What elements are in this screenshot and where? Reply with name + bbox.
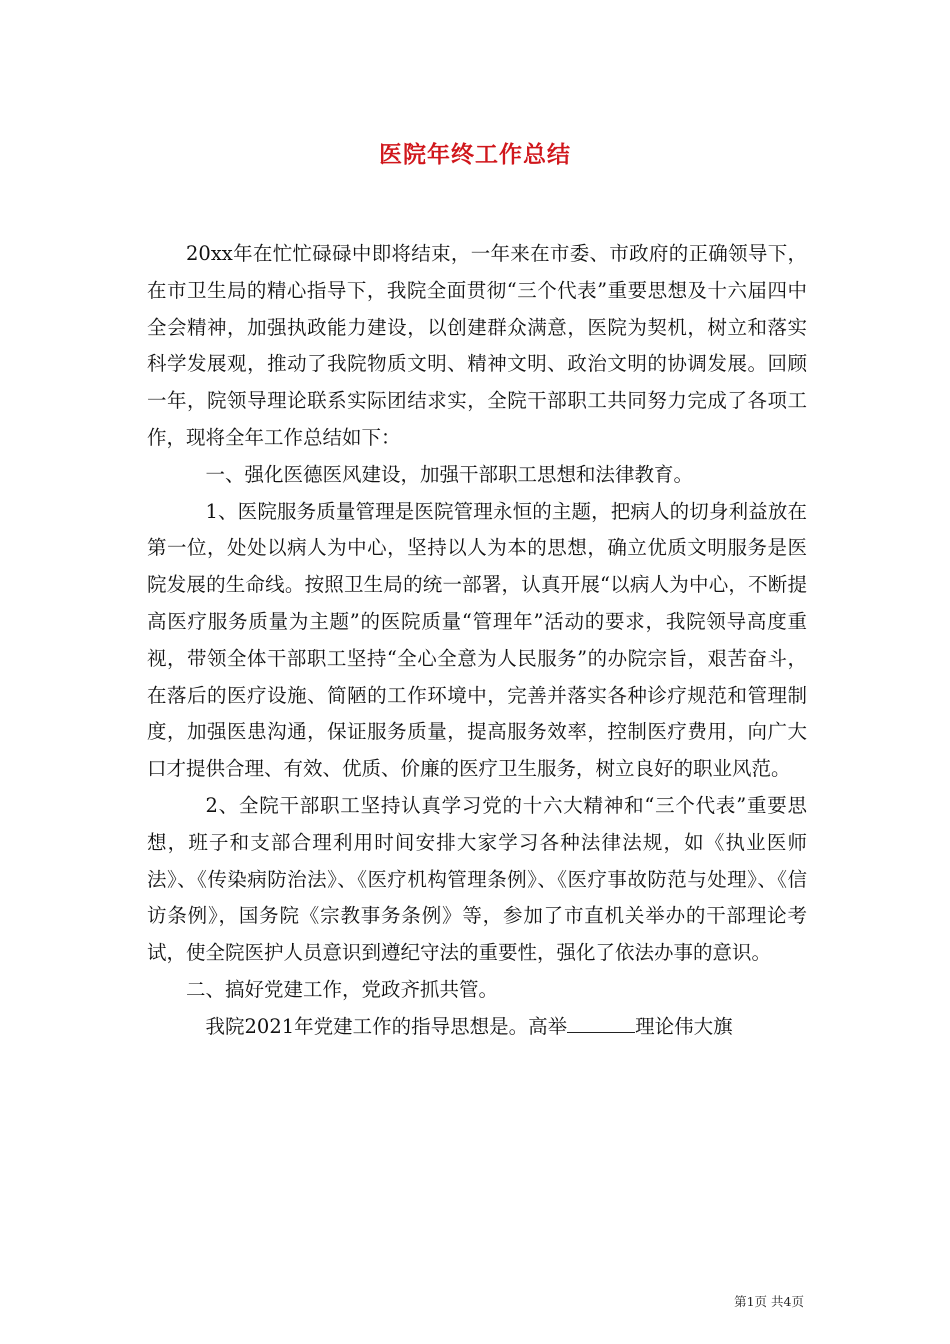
- paragraph-item-2: 2、全院干部职工坚持认真学习党的十六大精神和“三个代表”重要思想，班子和支部合理利用时间安排大家学习各种法律法规，如《执业医师法》、《传染病防治法》、《医疗机构管理条例》、《医疗事故防范与处理》、《信访条例》，国务院《宗教事务条例》等，参加了市直机关举办的干部理论考试，使全院医护人员意识到遵纪守法的重要性，强化了依法办事的意识。: [147, 793, 807, 965]
- footer-suffix: 页: [791, 1294, 804, 1309]
- paragraph-text-before-blank: 我院2021年党建工作的指导思想是。高举: [205, 1014, 568, 1038]
- section-heading-2: 二、搞好党建工作，党政齐抓共管。: [186, 977, 499, 1001]
- document-body: [147, 236, 807, 1046]
- footer-middle: 页 共: [754, 1294, 784, 1309]
- footer-page-total: 4: [783, 1294, 792, 1309]
- section-heading-1: 一、强化医德医风建设，加强干部职工思想和法律教育。: [205, 462, 694, 486]
- footer-page-number: 1: [746, 1294, 755, 1309]
- fill-in-blank: [567, 1016, 635, 1033]
- document-title: 医院年终工作总结: [379, 141, 571, 168]
- footer-prefix: 第: [734, 1294, 747, 1309]
- page-footer: [734, 1292, 804, 1310]
- paragraph-party-building: [147, 1009, 807, 1046]
- paragraph-text-after-blank: 理论伟大旗: [635, 1014, 733, 1038]
- paragraph-item-1: 1、医院服务质量管理是医院管理永恒的主题，把病人的切身利益放在第一位，处处以病人为中心，坚持以人为本的思想，确立优质文明服务是医院发展的生命线。按照卫生局的统一部署，认真开展“以病人为中心，不断提高医疗服务质量为主题”的医院质量“管理年”活动的要求，我院领导高度重视，带领全体干部职工坚持“全心全意为人民服务”的办院宗旨，艰苦奋斗，在落后的医疗设施、简陋的工作环境中，完善并落实各种诊疗规范和管理制度，加强医患沟通，保证服务质量，提高服务效率，控制医疗费用，向广大口才提供合理、有效、优质、价廉的医疗卫生服务，树立良好的职业风范。: [147, 499, 807, 781]
- paragraph-intro: 20xx年在忙忙碌碌中即将结束，一年来在市委、市政府的正确领导下，在市卫生局的精心指导下，我院全面贯彻“三个代表”重要思想及十六届四中全会精神，加强执政能力建设，以创建群众满意，医院为契机，树立和落实科学发展观，推动了我院物质文明、精神文明、政治文明的协调发展。回顾一年，院领导理论联系实际团结求实，全院干部职工共同努力完成了各项工作，现将全年工作总结如下：: [147, 242, 807, 449]
